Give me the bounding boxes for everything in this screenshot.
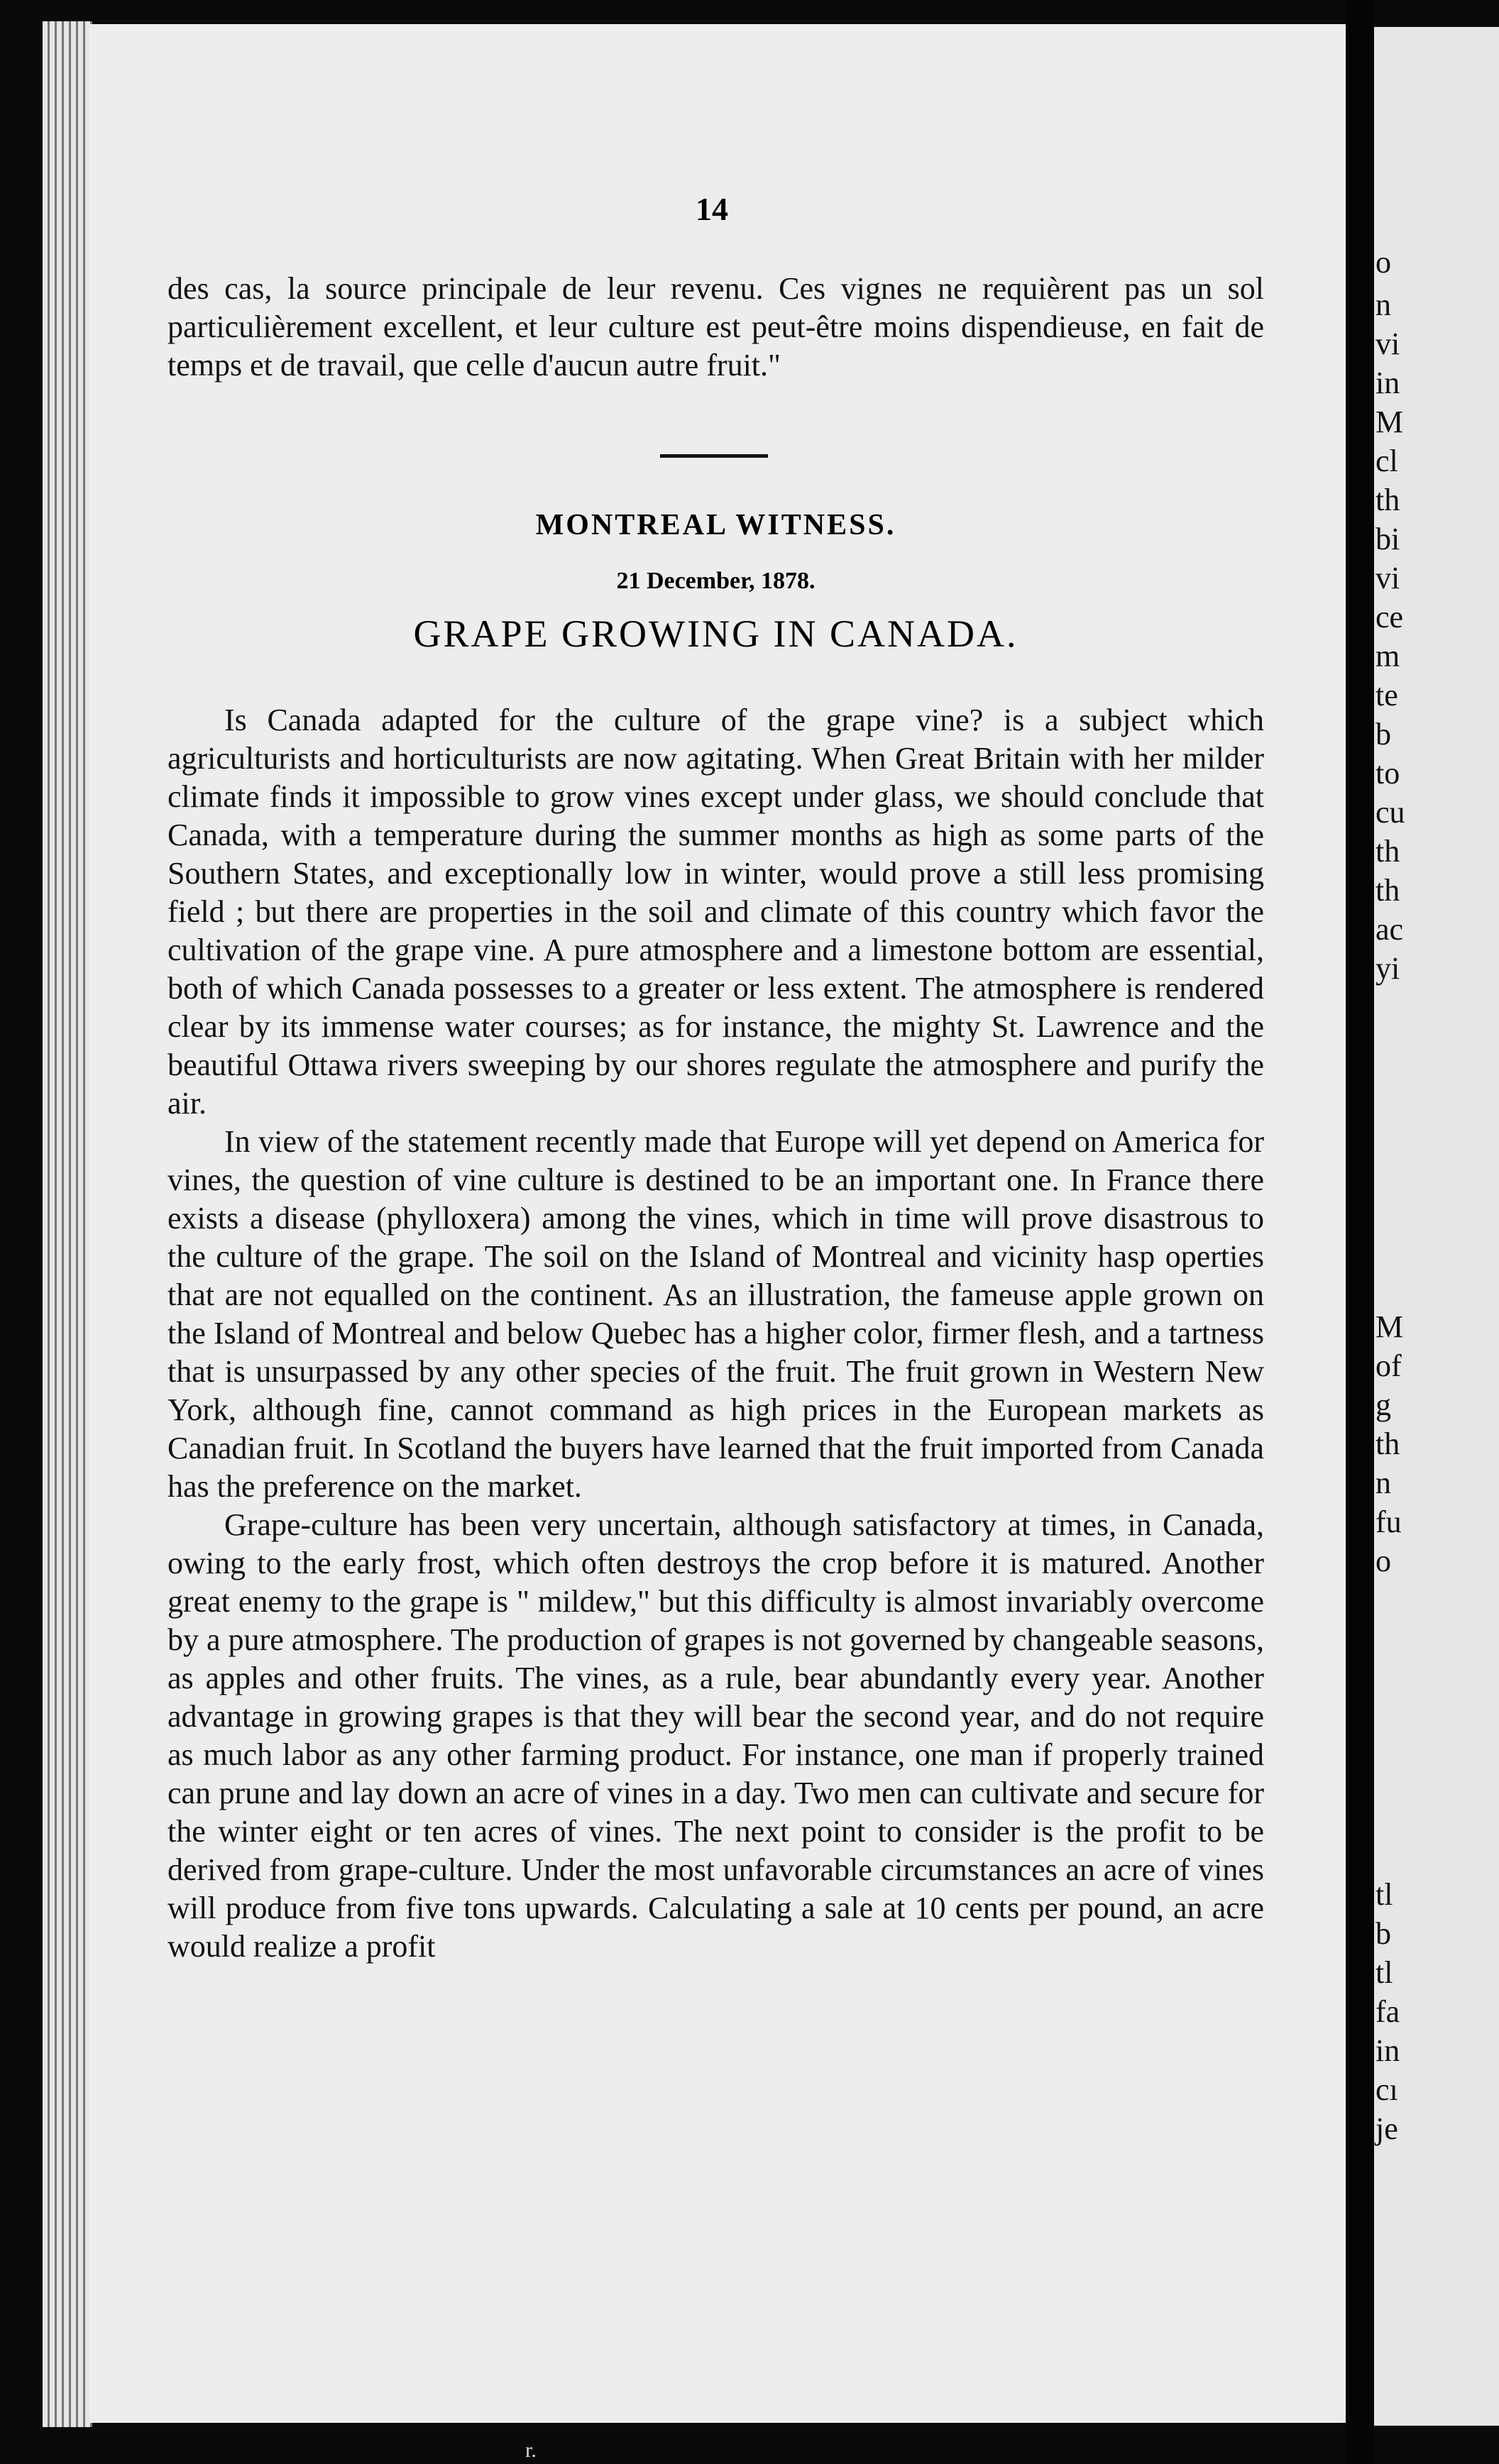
facing-page-fragment: n xyxy=(1376,287,1391,322)
facing-page-fragment: yi xyxy=(1376,951,1400,986)
facing-page-fragment: o xyxy=(1376,245,1391,280)
page-edge-stack xyxy=(43,21,92,2427)
book-gutter xyxy=(1346,0,1374,2464)
article-body xyxy=(168,701,1264,1966)
intro-text: des cas, la source principale de leur revenu. Ces vignes ne requièrent pas un sol particulièrement excellent, et leur culture est peut-être moins dispendieuse, en fait de temps et de travail, que celle d'aucun autre fruit." xyxy=(168,271,1264,383)
facing-page-fragment: M xyxy=(1376,405,1404,439)
facing-page-fragment: M xyxy=(1376,1309,1404,1344)
facing-page-fragment: vi xyxy=(1376,326,1400,361)
facing-page-fragment: vi xyxy=(1376,561,1400,595)
facing-page-fragment: fu xyxy=(1376,1505,1402,1539)
facing-page-fragment: ce xyxy=(1376,600,1404,634)
facing-page-fragment: cı xyxy=(1376,2072,1398,2107)
facing-page-fragment: b xyxy=(1376,717,1391,752)
facing-page-fragment: tl xyxy=(1376,1955,1393,1990)
facing-page-fragment: th xyxy=(1376,834,1400,869)
newspaper-name: MONTREAL WITNESS. xyxy=(535,509,896,541)
page-number: 14 xyxy=(696,191,728,227)
facing-page-fragment: m xyxy=(1376,639,1400,673)
article-paragraph-1: Is Canada adapted for the culture of the grape vine? is a subject which agriculturists and horticulturists are now agitating. When Great Britain with her milder climate finds it impossible to grow vines except under glass, we should conclude that Canada, with a temperature during the summer months as high as some parts of the Southern States, and exceptionally low in winter, would prove a still less promising field ; but there are properties in the soil and climate of this country which favor the cultivation of the grape vine. A pure atmosphere and a limestone bottom are essential, both of which Canada possesses to a greater or less extent. The atmosphere is rendered clear by its immense water courses; as for instance, the mighty St. Lawrence and the beautiful Ottawa rivers sweeping by our shores regulate the atmosphere and purify the air. xyxy=(168,703,1264,1121)
facing-page-fragment: th xyxy=(1376,483,1400,517)
facing-page-fragment: bi xyxy=(1376,522,1400,556)
facing-page-fragment: to xyxy=(1376,756,1400,791)
facing-page-fragment: th xyxy=(1376,873,1400,908)
facing-page-fragment: of xyxy=(1376,1348,1402,1383)
article-title: GRAPE GROWING IN CANADA. xyxy=(413,612,1018,655)
section-divider xyxy=(660,454,768,458)
facing-page-fragment: ac xyxy=(1376,912,1404,947)
facing-page-fragment: cl xyxy=(1376,444,1398,478)
scan-artifact: r. xyxy=(525,2438,537,2462)
facing-page-fragment: fa xyxy=(1376,1994,1400,2029)
facing-page-fragment: g xyxy=(1376,1387,1391,1422)
facing-page-fragment: in xyxy=(1376,365,1400,400)
facing-page-fragment: tl xyxy=(1376,1877,1393,1912)
facing-page-fragment: o xyxy=(1376,1544,1391,1578)
article-paragraph-3: Grape-culture has been very uncertain, although satisfactory at times, in Canada, owing to the early frost, which often destroys the crop before it is matured. Another great enemy to the grape is " mildew," but this difficulty is almost invariably overcome by a pure atmosphere. The production of grapes is not governed by changeable seasons, as apples and other fruits. The vines, as a rule, bear abundantly every year. Another advantage in growing grapes is that they will bear the second year, and do not require as much labor as any other farming product. For instance, one man if properly trained can prune and lay down an acre of vines in a day. Two men can cultivate and secure for the winter eight or ten acres of vines. The next point to consider is the profit to be derived from grape-culture. Under the most unfavorable circumstances an acre of vines will produce from five tons upwards. Calculating a sale at 10 cents per pound, an acre would realize a profit xyxy=(168,1507,1264,1964)
article-paragraph-2: In view of the statement recently made that Europe will yet depend on America for vines, the question of vine culture is destined to be an important one. In France there exists a disease (phylloxera) among the vines, which in time will prove disastrous to the culture of the grape. The soil on the Island of Montreal and vicinity hasp operties that are not equalled on the continent. As an illustration, the fameuse apple grown on the Island of Montreal and below Quebec has a higher color, firmer flesh, and a tartness that is unsurpassed by any other species of the fruit. The fruit grown in Western New York, although fine, cannot command as high prices in the European markets as Canadian fruit. In Scotland the buyers have learned that the fruit imported from Canada has the preference on the market. xyxy=(168,1124,1264,1504)
facing-page-fragment: cu xyxy=(1376,795,1405,830)
article-date: 21 December, 1878. xyxy=(616,568,816,594)
facing-page-fragment: in xyxy=(1376,2033,1400,2068)
facing-page-fragment: th xyxy=(1376,1426,1400,1461)
intro-paragraph xyxy=(168,270,1264,385)
facing-page-fragment: te xyxy=(1376,678,1398,713)
facing-page-fragment: b xyxy=(1376,1916,1391,1951)
facing-page-fragment: je xyxy=(1376,2111,1398,2146)
facing-page-fragment: n xyxy=(1376,1465,1391,1500)
facing-page xyxy=(1374,27,1499,2426)
